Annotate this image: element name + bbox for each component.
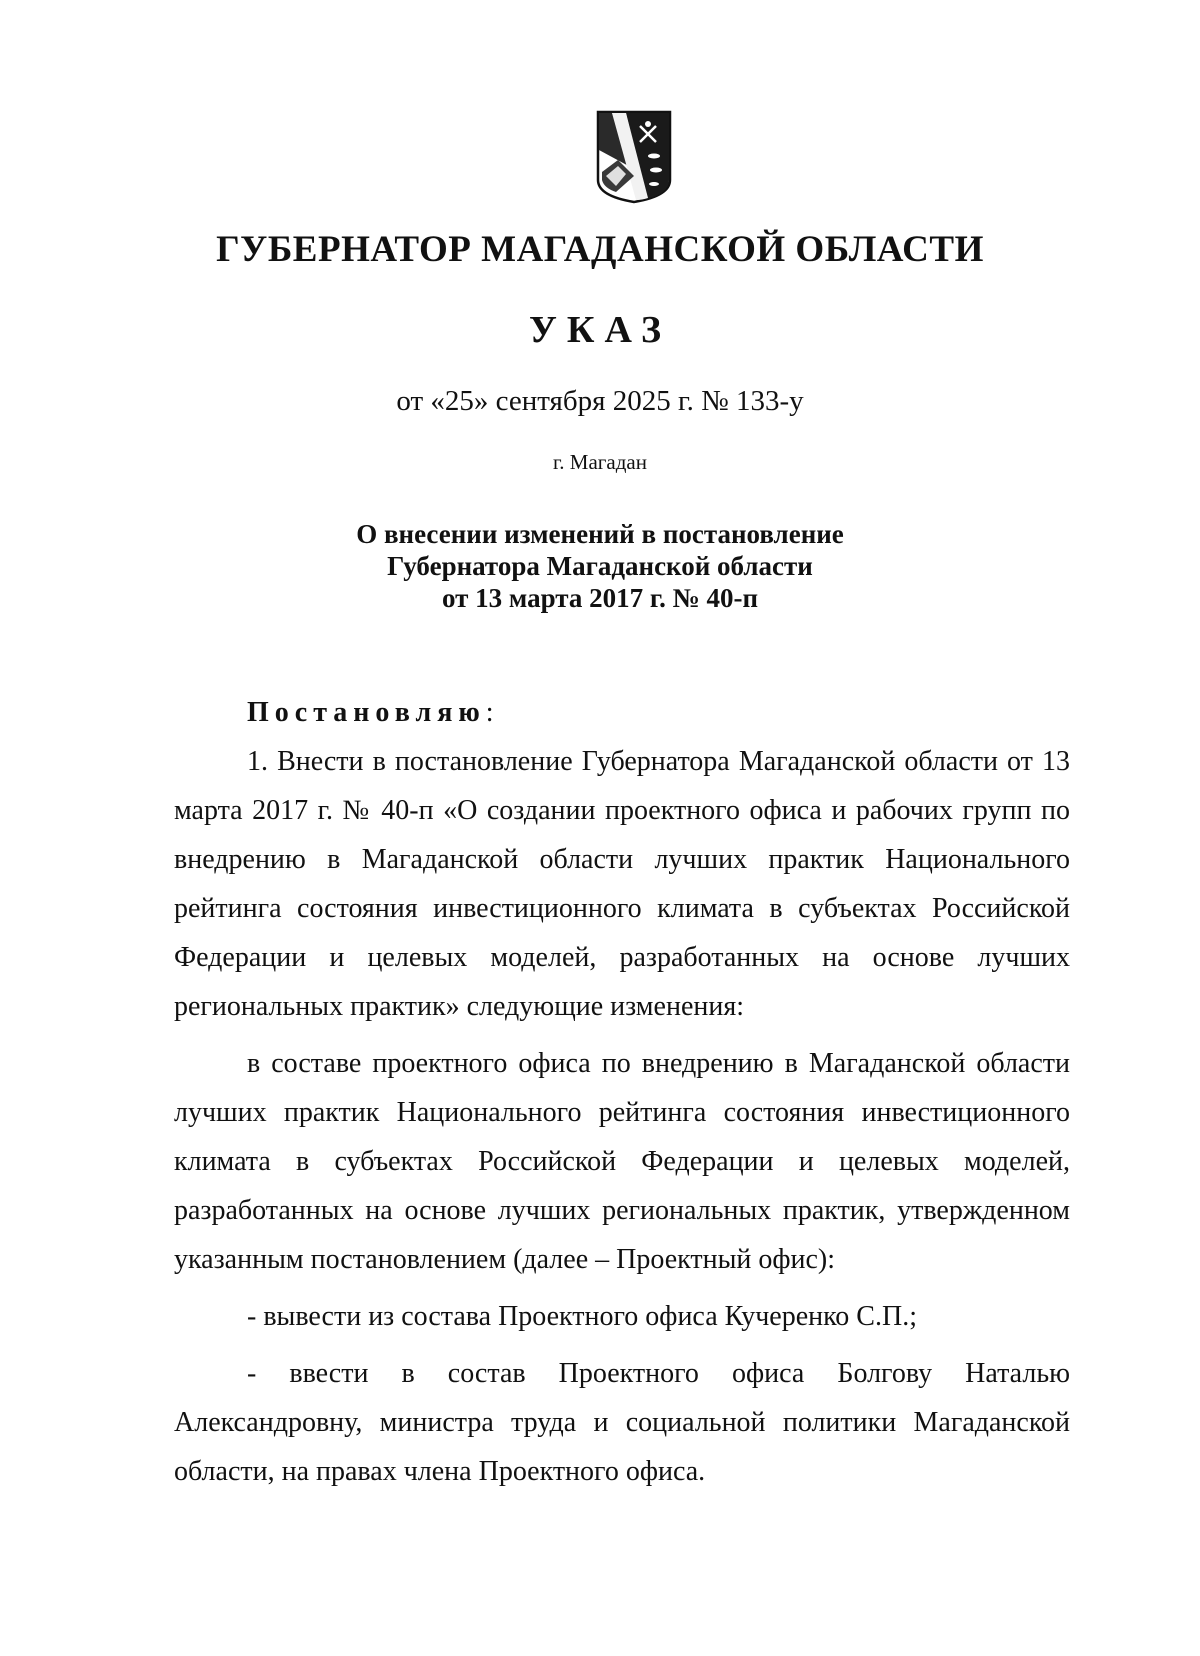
document-type: УКАЗ: [529, 309, 671, 351]
body-paragraph: - ввести в состав Проектного офиса Болгову Наталью Александровну, министра труда и социальной политики Магаданской области, на правах члена Проектного офиса.: [174, 1358, 1070, 1487]
document-title-line: Губернатора Магаданской области: [387, 551, 813, 581]
body-paragraph: в составе проектного офиса по внедрению в Магаданской области лучших практик Национального рейтинга состояния инвестиционного климата в субъектах Российской Федерации и целевых моделей, разработанных на основе лучших региональных практик, утвержденном указанным постановлением (далее – Проектный офис):: [174, 1048, 1070, 1275]
body-paragraph: 1. Внести в постановление Губернатора Магаданской области от 13 марта 2017 г. № 40-п «О создании проектного офиса и рабочих групп по внедрению в Магаданской области лучших практик Национального рейтинга состояния инвестиционного климата в субъектах Российской Федерации и целевых моделей, разработанных на основе лучших региональных практик» следующие изменения:: [174, 746, 1070, 1022]
document-date-number: от «25» сентября 2025 г. № 133-у: [396, 385, 804, 417]
document-title-line: от 13 марта 2017 г. № 40-п: [441, 583, 758, 613]
document-city: г. Магадан: [553, 450, 647, 474]
resolve-heading: [247, 688, 1070, 737]
document-title: [0, 518, 1200, 614]
resolve-word: Постановляю: [247, 697, 486, 728]
document-body: [174, 688, 1070, 1496]
magadan-coat-of-arms-icon: [596, 110, 672, 204]
document-title-line: О внесении изменений в постановление: [356, 519, 844, 549]
resolve-colon: :: [485, 697, 494, 728]
body-paragraph: - вывести из состава Проектного офиса Кучеренко С.П.;: [247, 1301, 917, 1332]
issuing-authority: ГУБЕРНАТОР МАГАДАНСКОЙ ОБЛАСТИ: [216, 229, 984, 270]
